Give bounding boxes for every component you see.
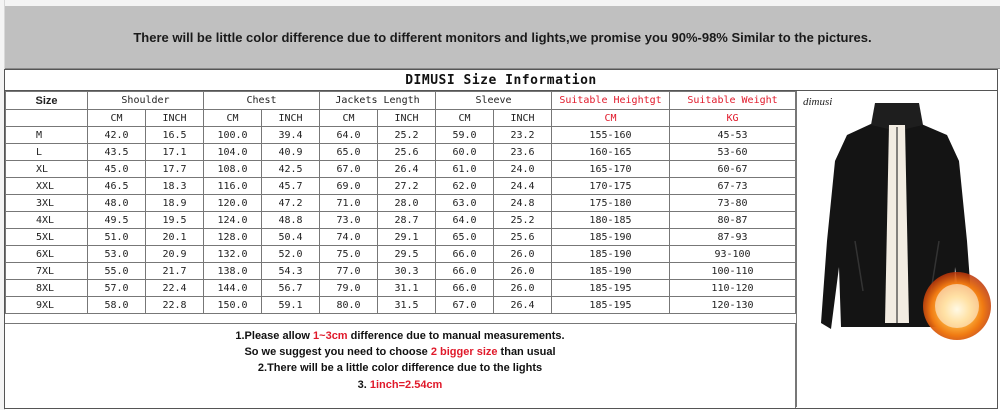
length-inch-cell: 28.0 — [378, 195, 436, 212]
table-row — [6, 263, 796, 280]
shoulder-cm-cell: 57.0 — [88, 280, 146, 297]
shoulder-inch-cell: 20.1 — [146, 229, 204, 246]
suitable-height-cell: 155-160 — [552, 127, 670, 144]
unit-height-cm: CM — [552, 110, 670, 127]
table-row — [6, 246, 796, 263]
shoulder-inch-cell: 18.3 — [146, 178, 204, 195]
sleeve-cm-cell: 59.0 — [436, 127, 494, 144]
size-chart-title: DIMUSI Size Information — [5, 70, 997, 91]
chest-cm-cell: 124.0 — [204, 212, 262, 229]
chest-inch-cell: 40.9 — [262, 144, 320, 161]
sleeve-cm-cell: 66.0 — [436, 280, 494, 297]
black-fleece-jacket-icon — [797, 91, 997, 407]
size-cell: 9XL — [6, 297, 88, 314]
sleeve-inch-cell: 26.0 — [494, 263, 552, 280]
unit-cell-empty — [6, 110, 88, 127]
sleeve-cm-cell: 63.0 — [436, 195, 494, 212]
table-row — [6, 178, 796, 195]
chest-cm-cell: 138.0 — [204, 263, 262, 280]
suitable-height-cell: 175-180 — [552, 195, 670, 212]
jackets-length-header: Jackets Length — [320, 92, 436, 110]
length-inch-cell: 27.2 — [378, 178, 436, 195]
suitable-weight-cell: 67-73 — [670, 178, 796, 195]
sleeve-inch-cell: 24.4 — [494, 178, 552, 195]
note-line-3 — [5, 362, 795, 374]
length-cm-cell: 67.0 — [320, 161, 378, 178]
sleeve-header: Sleeve — [436, 92, 552, 110]
sleeve-inch-cell: 26.4 — [494, 297, 552, 314]
size-header: Size — [6, 92, 88, 110]
size-cell: M — [6, 127, 88, 144]
chest-inch-cell: 45.7 — [262, 178, 320, 195]
length-cm-cell: 75.0 — [320, 246, 378, 263]
note-line-1 — [5, 330, 795, 342]
note-3-text: 2.There will be a little color difference due to the lights — [257, 362, 543, 374]
suitable-weight-cell: 110-120 — [670, 280, 796, 297]
size-cell: 3XL — [6, 195, 88, 212]
note-line-4 — [5, 379, 795, 391]
sleeve-inch-cell: 23.6 — [494, 144, 552, 161]
chest-inch-cell: 56.7 — [262, 280, 320, 297]
chest-cm-cell: 132.0 — [204, 246, 262, 263]
chest-cm-cell: 128.0 — [204, 229, 262, 246]
length-cm-cell: 64.0 — [320, 127, 378, 144]
shoulder-inch-cell: 16.5 — [146, 127, 204, 144]
table-row — [6, 127, 796, 144]
suitable-weight-cell: 80-87 — [670, 212, 796, 229]
length-cm-cell: 74.0 — [320, 229, 378, 246]
shoulder-cm-cell: 55.0 — [88, 263, 146, 280]
table-row — [6, 280, 796, 297]
note-1-text: 1.Please allow — [235, 330, 314, 342]
size-cell: 8XL — [6, 280, 88, 297]
note-2-highlight: 2 bigger size — [430, 346, 498, 358]
length-inch-cell: 28.7 — [378, 212, 436, 229]
suitable-weight-cell: 93-100 — [670, 246, 796, 263]
suitable-height-cell: 185-190 — [552, 263, 670, 280]
chest-inch-cell: 50.4 — [262, 229, 320, 246]
sleeve-cm-cell: 62.0 — [436, 178, 494, 195]
shoulder-inch-cell: 17.7 — [146, 161, 204, 178]
unit-cm: CM — [436, 110, 494, 127]
sleeve-inch-cell: 25.2 — [494, 212, 552, 229]
suitable-weight-cell: 60-67 — [670, 161, 796, 178]
unit-weight-kg: KG — [670, 110, 796, 127]
length-cm-cell: 79.0 — [320, 280, 378, 297]
length-inch-cell: 31.1 — [378, 280, 436, 297]
note-1-text-end: difference due to manual measurements. — [347, 330, 565, 342]
shoulder-cm-cell: 45.0 — [88, 161, 146, 178]
unit-cm: CM — [88, 110, 146, 127]
suitable-height-cell: 185-195 — [552, 280, 670, 297]
note-2-text: So we suggest you need to choose — [244, 346, 431, 358]
size-cell: XXL — [6, 178, 88, 195]
color-notice-text: There will be little color difference due to different monitors and lights,we promise you 90%-98% Similar to the pictures. — [133, 29, 872, 45]
suitable-height-cell: 185-190 — [552, 246, 670, 263]
table-row — [6, 212, 796, 229]
sleeve-cm-cell: 60.0 — [436, 144, 494, 161]
suitable-height-cell: 185-190 — [552, 229, 670, 246]
sleeve-inch-cell: 24.0 — [494, 161, 552, 178]
shoulder-cm-cell: 46.5 — [88, 178, 146, 195]
sleeve-inch-cell: 25.6 — [494, 229, 552, 246]
length-inch-cell: 25.6 — [378, 144, 436, 161]
unit-inch: INCH — [146, 110, 204, 127]
size-cell: 7XL — [6, 263, 88, 280]
sleeve-inch-cell: 24.8 — [494, 195, 552, 212]
length-cm-cell: 73.0 — [320, 212, 378, 229]
table-row — [6, 229, 796, 246]
sleeve-inch-cell: 26.0 — [494, 280, 552, 297]
size-cell: L — [6, 144, 88, 161]
shoulder-inch-cell: 22.4 — [146, 280, 204, 297]
length-cm-cell: 65.0 — [320, 144, 378, 161]
sleeve-cm-cell: 66.0 — [436, 263, 494, 280]
color-notice-banner — [5, 6, 1000, 69]
length-inch-cell: 26.4 — [378, 161, 436, 178]
length-cm-cell: 71.0 — [320, 195, 378, 212]
suitable-weight-cell: 73-80 — [670, 195, 796, 212]
shoulder-inch-cell: 22.8 — [146, 297, 204, 314]
length-cm-cell: 69.0 — [320, 178, 378, 195]
unit-inch: INCH — [378, 110, 436, 127]
note-2-text-end: than usual — [497, 346, 556, 358]
size-cell: XL — [6, 161, 88, 178]
suitable-height-cell: 185-195 — [552, 297, 670, 314]
unit-cm: CM — [320, 110, 378, 127]
chest-cm-cell: 116.0 — [204, 178, 262, 195]
sleeve-cm-cell: 64.0 — [436, 212, 494, 229]
shoulder-inch-cell: 18.9 — [146, 195, 204, 212]
shoulder-cm-cell: 43.5 — [88, 144, 146, 161]
note-4-highlight: 1inch=2.54cm — [369, 379, 443, 391]
size-table — [5, 91, 796, 314]
length-cm-cell: 80.0 — [320, 297, 378, 314]
shoulder-cm-cell: 49.5 — [88, 212, 146, 229]
sleeve-cm-cell: 66.0 — [436, 246, 494, 263]
unit-cm: CM — [204, 110, 262, 127]
shoulder-inch-cell: 21.7 — [146, 263, 204, 280]
unit-inch: INCH — [494, 110, 552, 127]
suitable-height-cell: 180-185 — [552, 212, 670, 229]
size-cell: 4XL — [6, 212, 88, 229]
shoulder-inch-cell: 20.9 — [146, 246, 204, 263]
length-inch-cell: 31.5 — [378, 297, 436, 314]
sleeve-inch-cell: 23.2 — [494, 127, 552, 144]
chest-cm-cell: 108.0 — [204, 161, 262, 178]
suitable-weight-cell: 100-110 — [670, 263, 796, 280]
chest-inch-cell: 48.8 — [262, 212, 320, 229]
chest-cm-cell: 120.0 — [204, 195, 262, 212]
suitable-weight-header: Suitable Weight — [670, 92, 796, 110]
table-row — [6, 161, 796, 178]
chest-cm-cell: 144.0 — [204, 280, 262, 297]
suitable-weight-cell: 45-53 — [670, 127, 796, 144]
product-photo — [796, 91, 997, 407]
suitable-height-cell: 160-165 — [552, 144, 670, 161]
suitable-weight-cell: 120-130 — [670, 297, 796, 314]
table-row — [6, 144, 796, 161]
chest-inch-cell: 39.4 — [262, 127, 320, 144]
shoulder-header: Shoulder — [88, 92, 204, 110]
shoulder-cm-cell: 48.0 — [88, 195, 146, 212]
shoulder-cm-cell: 58.0 — [88, 297, 146, 314]
shoulder-inch-cell: 17.1 — [146, 144, 204, 161]
suitable-height-cell: 170-175 — [552, 178, 670, 195]
shoulder-cm-cell: 42.0 — [88, 127, 146, 144]
note-line-2 — [5, 346, 795, 358]
chest-inch-cell: 52.0 — [262, 246, 320, 263]
chest-cm-cell: 150.0 — [204, 297, 262, 314]
chest-cm-cell: 100.0 — [204, 127, 262, 144]
sleeve-cm-cell: 65.0 — [436, 229, 494, 246]
size-notes — [5, 323, 796, 408]
chest-inch-cell: 47.2 — [262, 195, 320, 212]
chest-inch-cell: 42.5 — [262, 161, 320, 178]
chest-inch-cell: 59.1 — [262, 297, 320, 314]
note-4-text: 3. — [357, 379, 370, 391]
length-cm-cell: 77.0 — [320, 263, 378, 280]
table-row — [6, 297, 796, 314]
length-inch-cell: 25.2 — [378, 127, 436, 144]
shoulder-cm-cell: 51.0 — [88, 229, 146, 246]
size-cell: 6XL — [6, 246, 88, 263]
suitable-height-cell: 165-170 — [552, 161, 670, 178]
sleeve-cm-cell: 61.0 — [436, 161, 494, 178]
chest-header: Chest — [204, 92, 320, 110]
chest-inch-cell: 54.3 — [262, 263, 320, 280]
brand-mark: dimusi — [803, 96, 833, 108]
unit-header-row — [6, 110, 796, 127]
table-row — [6, 195, 796, 212]
length-inch-cell: 29.5 — [378, 246, 436, 263]
sleeve-inch-cell: 26.0 — [494, 246, 552, 263]
size-chart-frame — [4, 69, 998, 409]
shoulder-inch-cell: 19.5 — [146, 212, 204, 229]
note-1-highlight: 1~3cm — [313, 330, 348, 342]
size-cell: 5XL — [6, 229, 88, 246]
sleeve-cm-cell: 67.0 — [436, 297, 494, 314]
suitable-weight-cell: 53-60 — [670, 144, 796, 161]
shoulder-cm-cell: 53.0 — [88, 246, 146, 263]
chest-cm-cell: 104.0 — [204, 144, 262, 161]
length-inch-cell: 30.3 — [378, 263, 436, 280]
unit-inch: INCH — [262, 110, 320, 127]
suitable-height-header: Suitable Heightgt — [552, 92, 670, 110]
table-header-row — [6, 92, 796, 110]
suitable-weight-cell: 87-93 — [670, 229, 796, 246]
length-inch-cell: 29.1 — [378, 229, 436, 246]
